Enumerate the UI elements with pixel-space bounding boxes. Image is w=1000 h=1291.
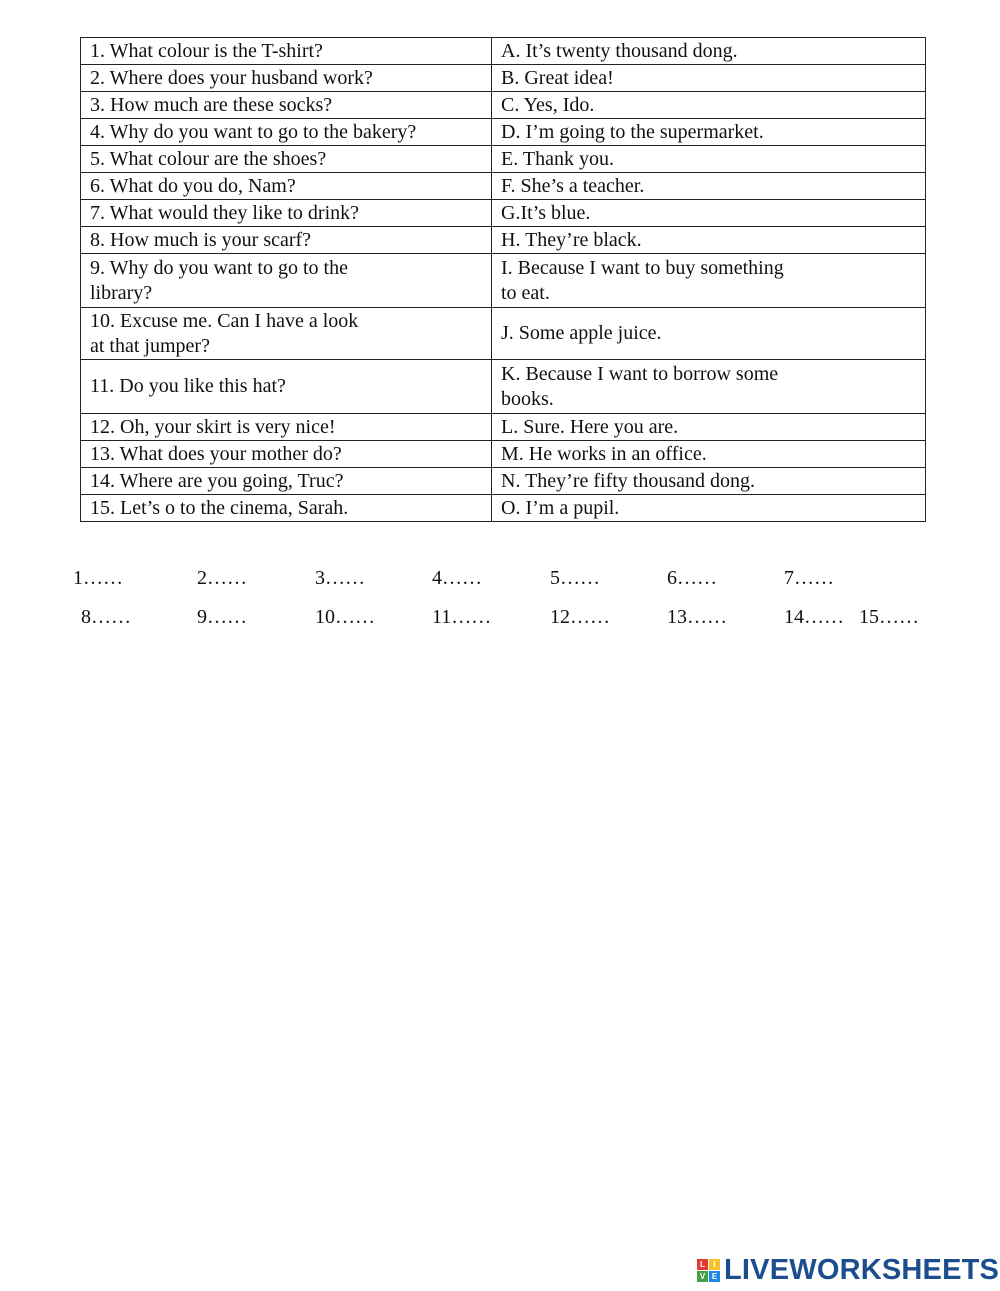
answer-slot-5[interactable]: 5……: [550, 567, 600, 589]
answer-cell: F. She’s a teacher.: [492, 173, 926, 200]
answer-slot-11[interactable]: 11……: [432, 606, 492, 628]
logo-mark-icon: [697, 1259, 720, 1282]
answer-slot-6[interactable]: 6……: [667, 567, 717, 589]
logo-mark-tile: I: [709, 1259, 720, 1270]
answer-slot-12[interactable]: 12……: [550, 606, 610, 628]
table-row: [81, 173, 926, 200]
answer-cell: B. Great idea!: [492, 65, 926, 92]
question-cell: 14. Where are you going, Truc?: [81, 468, 492, 495]
answer-slot-2[interactable]: 2……: [197, 567, 247, 589]
answer-slot-9[interactable]: 9……: [197, 606, 247, 628]
answer-slot-8[interactable]: 8……: [81, 606, 131, 628]
answer-cell: G.It’s blue.: [492, 200, 926, 227]
table-row: [81, 254, 926, 308]
answer-cell: E. Thank you.: [492, 146, 926, 173]
question-cell: 3. How much are these socks?: [81, 92, 492, 119]
question-cell: 1. What colour is the T-shirt?: [81, 38, 492, 65]
answer-cell: D. I’m going to the supermarket.: [492, 119, 926, 146]
logo-text: LIVEWORKSHEETS: [724, 1254, 1000, 1286]
answer-cell: O. I’m a pupil.: [492, 495, 926, 522]
answer-cell: K. Because I want to borrow some books.: [492, 360, 926, 414]
question-cell: 2. Where does your husband work?: [81, 65, 492, 92]
answer-cell: H. They’re black.: [492, 227, 926, 254]
answer-slot-10[interactable]: 10……: [315, 606, 375, 628]
table-row: [81, 441, 926, 468]
answer-cell: I. Because I want to buy something to eat.: [492, 254, 926, 308]
logo-mark-tile: L: [697, 1259, 708, 1270]
answer-slot-14[interactable]: 14……: [784, 606, 844, 628]
answer-slot-7[interactable]: 7……: [784, 567, 834, 589]
answer-slot-13[interactable]: 13……: [667, 606, 727, 628]
question-cell: 4. Why do you want to go to the bakery?: [81, 119, 492, 146]
table-row: [81, 360, 926, 414]
answer-slot-3[interactable]: 3……: [315, 567, 365, 589]
answer-slots-row-1: [0, 563, 1000, 593]
answer-cell: N. They’re fifty thousand dong.: [492, 468, 926, 495]
question-cell: 10. Excuse me. Can I have a look at that jumper?: [81, 308, 492, 360]
question-cell: 12. Oh, your skirt is very nice!: [81, 414, 492, 441]
answer-cell: C. Yes, Ido.: [492, 92, 926, 119]
answer-cell: A. It’s twenty thousand dong.: [492, 38, 926, 65]
table-row: [81, 308, 926, 360]
answer-cell: L. Sure. Here you are.: [492, 414, 926, 441]
answer-slot-15[interactable]: 15……: [859, 606, 919, 628]
table-row: [81, 65, 926, 92]
question-cell: 6. What do you do, Nam?: [81, 173, 492, 200]
question-cell: 13. What does your mother do?: [81, 441, 492, 468]
table-row: [81, 468, 926, 495]
table-row: [81, 119, 926, 146]
question-cell: 11. Do you like this hat?: [81, 360, 492, 414]
table-row: [81, 227, 926, 254]
table-row: [81, 92, 926, 119]
question-cell: 9. Why do you want to go to the library?: [81, 254, 492, 308]
answer-cell: M. He works in an office.: [492, 441, 926, 468]
answer-slot-4[interactable]: 4……: [432, 567, 482, 589]
logo-mark-tile: E: [709, 1271, 720, 1282]
answer-slots-row-2: [0, 602, 1000, 632]
question-cell: 7. What would they like to drink?: [81, 200, 492, 227]
question-cell: 5. What colour are the shoes?: [81, 146, 492, 173]
question-cell: 15. Let’s o to the cinema, Sarah.: [81, 495, 492, 522]
table-row: [81, 414, 926, 441]
answer-slot-1[interactable]: 1……: [73, 567, 123, 589]
table-row: [81, 495, 926, 522]
table-row: [81, 200, 926, 227]
logo-mark-tile: V: [697, 1271, 708, 1282]
matching-table: [80, 37, 926, 522]
table-row: [81, 146, 926, 173]
table-row: [81, 38, 926, 65]
answer-cell: J. Some apple juice.: [492, 308, 926, 360]
liveworksheets-logo: [697, 1254, 999, 1286]
question-cell: 8. How much is your scarf?: [81, 227, 492, 254]
